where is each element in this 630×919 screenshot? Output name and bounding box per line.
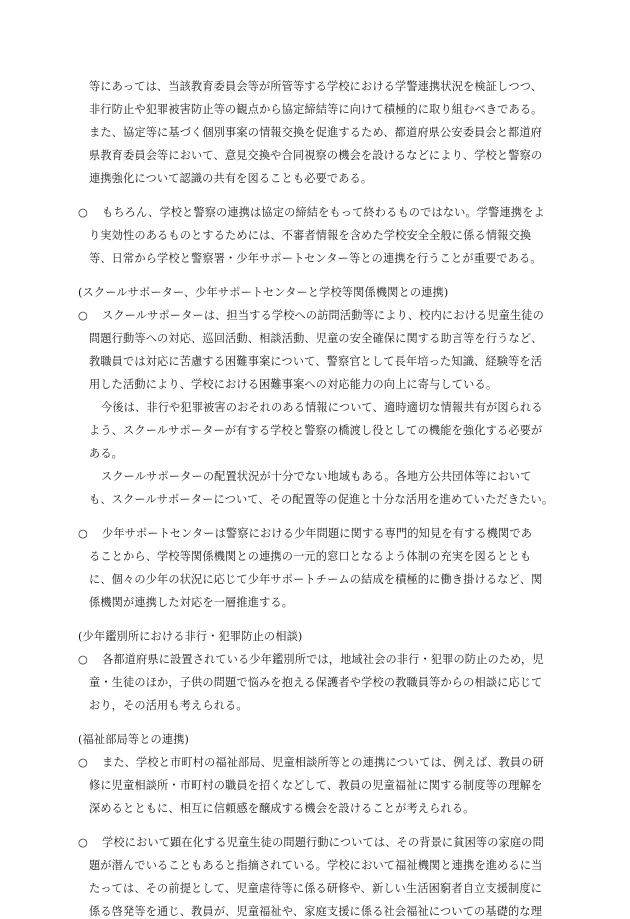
text-line: 連携強化について認識の共有を図ることも必要である。 [89, 172, 373, 185]
text-line: 童・生徒のほか，子供の問題で悩みを抱える保護者や学校の教職員等からの相談に応じて [89, 676, 543, 689]
text-line: もちろん、学校と警察の連携は協定の締結をもって終わるものではない。学警連携をよ [102, 206, 545, 219]
text-line: り実効性のあるものとするためには、不審者情報を含めた学校安全全般に係る情報交換 [89, 229, 532, 242]
text-line: 県教育委員会等において、意見交換や合同視察の機会を設けるなどにより、学校と警察の [89, 149, 543, 162]
text-line: 係機関が連携した対応を一層推進する。 [89, 596, 294, 609]
section-heading: (少年鑑別所における非行・犯罪防止の相談) [78, 630, 303, 643]
bullet-mark: ○ [78, 756, 88, 769]
text-line: 教職員では対応に苦慮する困難事案について、警察官として長年培った知識、経験等を活 [89, 355, 543, 368]
text-line: 今後は、非行や犯罪被害のおそれのある情報について、適時適切な情報共有が図られる [101, 401, 543, 414]
section-heading: (スクールサポーター、少年サポートセンターと学校等関係機関との連携) [78, 286, 449, 299]
bullet-mark: ○ [78, 653, 88, 666]
text-line: また、協定等に基づく個別事案の情報交換を促進するため、都道府県公安委員会と都道府 [89, 126, 543, 139]
text-line: スクールサポーターは、担当する学校への訪問活動等により、校内における児童生徒の [102, 309, 544, 322]
bullet-mark: ○ [78, 309, 88, 322]
text-line: 学校において顕在化する児童生徒の問題行動については、その背景に貧困等の家庭の問 [102, 836, 544, 849]
text-line: 用した活動により、学校における困難事案への対応能力の向上に寄与している。 [89, 378, 498, 391]
text-line: に、個々の少年の状況に応じて少年サポートチームの結成を積極的に働き掛けるなど、関 [89, 573, 543, 586]
text-line: 等、日常から学校と警察署・少年サポートセンター等との連携を行うことが重要である。 [89, 252, 542, 265]
text-line: 問題行動等への対応、巡回活動、相談活動、児童の安全確保に関する助言等を行うなど、 [89, 332, 543, 345]
text-line: よう、スクールサポーターが有する学校と警察の橋渡し役としての機能を強化する必要が [89, 424, 543, 437]
text-line: 非行防止や犯罪被害防止等の観点から協定締結等に向けて積極的に取り組むべきである。 [89, 103, 543, 116]
text-line: 等にあっては、当該教育委員会等が所管等する学校における学警連携状況を検証しつつ、 [89, 80, 542, 93]
section-heading: (福祉部局等との連携) [78, 733, 190, 746]
text-line: ある。 [89, 447, 124, 460]
text-line: ることから、学校等関係機関との連携の一元的窓口となるよう体制の充実を図るととも [89, 550, 532, 563]
text-line: 題が潜んでいることもあると指摘されている。学校において福祉機関と連携を進めるに当 [89, 859, 543, 872]
text-line: 深めるとともに、相互に信頼感を醸成する機会を設けることが考えられる。 [89, 802, 475, 815]
text-line: スクールサポーターの配置状況が十分でない地域もある。各地方公共団体等において [101, 470, 532, 483]
text-line: たっては、その前提として、児童虐待等に係る研修や、新しい生活困窮者自立支援制度に [89, 882, 543, 895]
text-line: おり，その活用も考えられる。 [89, 699, 248, 712]
bullet-mark: ○ [78, 836, 88, 849]
text-line: も、スクールサポーターについて、その配置等の促進と十分な活用を進めていただきたい。 [89, 493, 554, 506]
text-line: 修に児童相談所・市町村の職員を招くなどして、教員の児童福祉に関する制度等の理解を [89, 779, 543, 792]
text-line: 各都道府県に設置されている少年鑑別所では，地域社会の非行・犯罪の防止のため，児 [102, 653, 544, 666]
bullet-mark: ○ [78, 527, 88, 540]
text-line: また、学校と市町村の福祉部局、児童相談所等との連携については、例えば、教員の研 [102, 756, 544, 769]
text-line: 係る啓発等を通じ、教員が、児童福祉や、家庭支援に係る社会福祉についての基礎的な理 [89, 905, 543, 918]
text-line: 少年サポートセンターは警察における少年問題に関する専門的知見を有する機関であ [102, 527, 533, 540]
bullet-mark: ○ [78, 206, 88, 219]
